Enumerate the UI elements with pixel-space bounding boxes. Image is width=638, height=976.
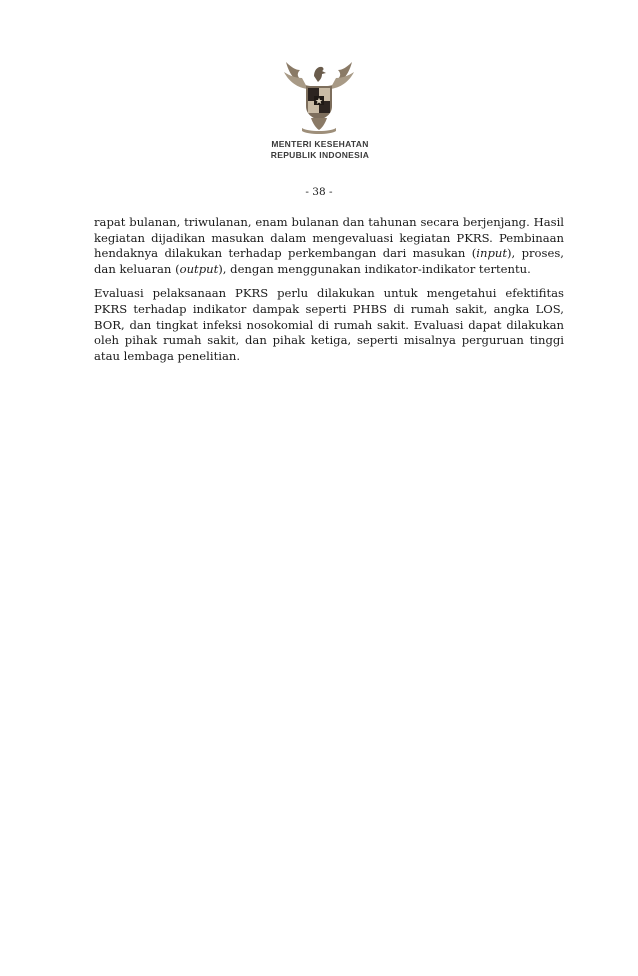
garuda-emblem-icon [278, 56, 360, 138]
institution-line-2: REPUBLIK INDONESIA [270, 150, 370, 160]
institution-title [250, 139, 390, 161]
paragraph-text: ), proses, dan keluaran ( [94, 246, 564, 276]
paragraph-text: rapat bulanan, triwulanan, enam bulanan dan tahunan secara berjenjang. Hasil kegiatan dijadikan masukan dalam mengevaluasi kegiatan PKRS. Pembinaan hendaknya dilakukan terhadap perkembangan dari masukan ( [94, 215, 564, 261]
italic-term-output: output [179, 261, 219, 276]
paragraph-text: ), dengan menggunakan indikator-indikator tertentu. [218, 261, 531, 276]
page-number: - 38 - [305, 186, 333, 198]
italic-term-input: input [476, 246, 508, 261]
body-text [94, 215, 564, 373]
paragraph: Evaluasi pelaksanaan PKRS perlu dilakukan untuk mengetahui efektifitas PKRS terhadap indikator dampak seperti PHBS di rumah sakit, angka LOS, BOR, dan tingkat infeksi nosokomial di rumah sakit. Evaluasi dapat dilakukan oleh pihak rumah sakit, dan pihak ketiga, seperti misalnya perguruan tinggi atau lembaga penelitian. [94, 286, 564, 363]
institution-line-1: MENTERI KESEHATAN [271, 139, 369, 149]
paragraph [94, 215, 564, 277]
